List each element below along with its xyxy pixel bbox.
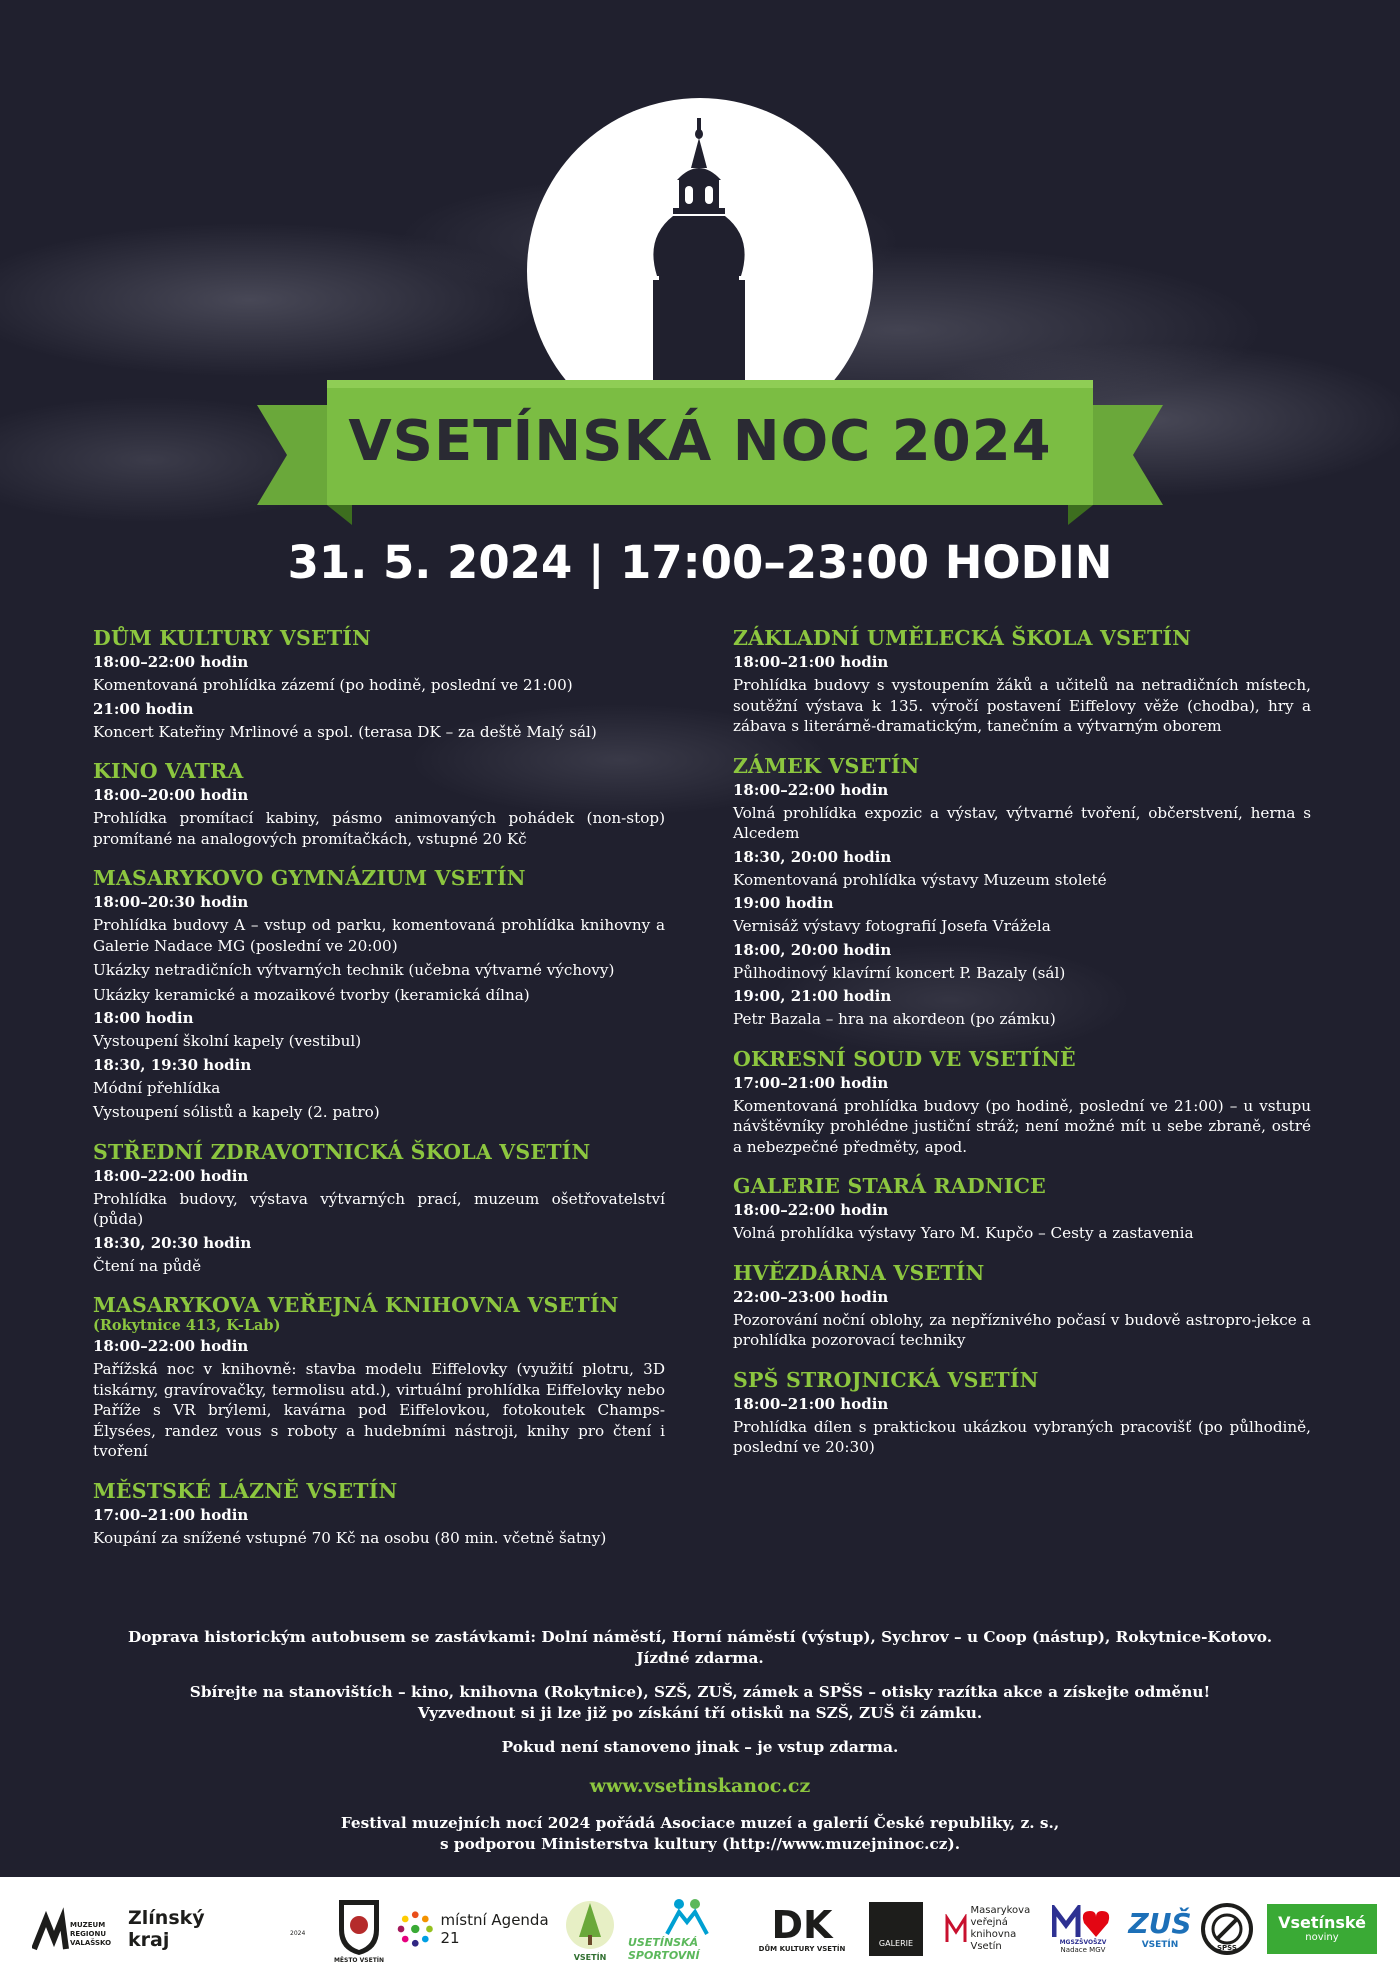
logo-festival-muzejnich-noci: [244, 1889, 324, 1969]
venue-name: HVĚZDÁRNA VSETÍN: [733, 1260, 985, 1285]
venue-name: OKRESNÍ SOUD VE VSETÍNĚ: [733, 1046, 1076, 1071]
program-time: 18:00–21:00 hodin: [733, 653, 889, 671]
transport-note: [80, 1627, 1320, 1669]
program-description: Ukázky netradičních výtvarných technik (učebna výtvarné výchovy): [93, 961, 615, 979]
program-description: Prohlídka budovy s vystoupením žáků a učitelů na netradičních místech, soutěžní výstava k 135. výročí postavení Eiffelovy věže (chodba), hry a zábava s literárně-dramatickým, tanečním a výtvarným oborem: [733, 676, 1311, 735]
venue-name: DŮM KULTURY VSETÍN: [93, 626, 372, 650]
program-time: 18:30, 20:30 hodin: [93, 1233, 252, 1252]
program-time: 18:30, 20:00 hodin: [733, 847, 892, 866]
venue-subtitle: (Rokytnice 413, K-Lab): [93, 1317, 281, 1334]
program-time: 18:00–22:00 hodin: [93, 1166, 249, 1185]
program-description: Módní přehlídka: [93, 1078, 221, 1097]
program-description: Volná prohlídka výstavy Yaro M. Kupčo – Cesty a zastavenia: [733, 1224, 1194, 1242]
program-description: Volná prohlídka expozic a výstav, výtvarné tvoření, občerstvení, herna s Alcedem: [733, 803, 1311, 842]
program-time: 18:00–20:30 hodin: [93, 893, 249, 911]
venue-name: GALERIE STARÁ RADNICE: [733, 1174, 1046, 1198]
spss-label: SPŠS: [1217, 1944, 1237, 1952]
stamps-note: [80, 1682, 1320, 1724]
venue-name: MASARYKOVO GYMNÁZIUM VSETÍN: [93, 866, 526, 890]
logo-mesto-vsetin: MĚSTO VSETÍN: [330, 1889, 388, 1969]
logo-dum-kultury-vsetin: DK DŮM KULTURY VSETÍN: [758, 1903, 846, 1953]
stamps-reward: Vyzvednout si ji lze již po získání tří otisků na SZŠ, ZUŠ či zámku.: [417, 1704, 983, 1722]
program-time: 22:00–23:00 hodin: [733, 1287, 889, 1306]
program-description: Komentovaná prohlídka budovy (po hodině, poslední ve 21:00) – u vstupu návštěvníky prohlédne justiční stráž; není možné mít u sebe zbraně, ostré a nebezpečné předměty, apod.: [733, 1096, 1311, 1156]
logo-muzeum-regionu-valassko: [32, 1889, 117, 1969]
organizer-line: Festival muzejních nocí 2024 pořádá Asociace muzeí a galerií České republiky, z. s.,: [340, 1814, 1060, 1832]
partner-logos-bar: [0, 1877, 1400, 1980]
program-time: 19:00, 21:00 hodin: [733, 987, 892, 1005]
program-description: Pozorování noční oblohy, za nepříznivého počasí v budově astropro-jekce a prohlídka pozorovací techniky: [733, 1310, 1311, 1349]
program-description: Komentovaná prohlídka výstavy Muzeum stoleté: [733, 870, 1107, 889]
logo-nadace-mgv: MGSZŠVOŠZV Nadace MGV: [1048, 1889, 1118, 1969]
website-link[interactable]: www.vsetinskanoc.cz: [589, 1775, 811, 1797]
venue-name: MĚSTSKÉ LÁZNĚ VSETÍN: [93, 1478, 398, 1503]
logo-vsetinske-noviny: Vsetínské noviny: [1266, 1889, 1378, 1969]
svg-text:REGIONU: REGIONU: [70, 1930, 107, 1938]
program-description: Petr Bazala – hra na akordeon (po zámku): [733, 1010, 1056, 1028]
venue-block: [733, 1047, 1311, 1158]
program-description: Koncert Kateřiny Mrlinové a spol. (terasa DK – za deště Malý sál): [93, 722, 597, 741]
program-description: Pařížská noc v knihovně: stavba modelu Eiffelovky (využití plotru, 3D tiskárny, gravírovačky, termolisu atd.), virtuální prohlídka Eiffelovky nebo Paříže s VR brýlemi, kavárna pod Eiffelovkou, fotokoutek Champs-Élysées, randez vous s roboty a hudebními nástroji, knihy pro čtení i tvoření: [93, 1360, 665, 1460]
program-time: 18:00, 20:00 hodin: [733, 940, 892, 959]
logo-galerie: GALERIE: [868, 1889, 924, 1969]
program-description: Vystoupení školní kapely (vestibul): [93, 1032, 362, 1050]
venue-name: KINO VATRA: [93, 759, 244, 783]
venue-block: [93, 1479, 665, 1549]
info-notes: [80, 1627, 1320, 1868]
program-time: 18:00–21:00 hodin: [733, 1394, 889, 1413]
program-time: 18:00–22:00 hodin: [733, 780, 889, 799]
logo-spss-vsetin: [1198, 1889, 1256, 1969]
program-description: Vernisáž výstavy fotografií Josefa Vrážela: [733, 917, 1051, 935]
venue-block: [733, 626, 1311, 737]
stamps-line: Sbírejte na stanovištích – kino, knihovna (Rokytnice), SZŠ, ZUŠ, zámek a SPŠS – otisky razítka akce a získejte odměnu!: [189, 1683, 1211, 1701]
program-description: Komentovaná prohlídka zázemí (po hodině, poslední ve 21:00): [93, 676, 573, 694]
venue-block: [733, 1368, 1311, 1458]
program-time: 18:00–20:00 hodin: [93, 786, 249, 804]
transport-fare: Jízdné zdarma.: [636, 1649, 764, 1667]
venue-block: [733, 1174, 1311, 1244]
entry-note: Pokud není stanoveno jinak – je vstup zdarma.: [501, 1738, 899, 1756]
logo-vsetinska-sportovni: USETÍNSKÁ SPORTOVNÍ: [628, 1889, 746, 1969]
event-date: 31. 5. 2024 | 17:00–23:00 HODIN: [287, 536, 1113, 589]
venue-block: [93, 626, 665, 742]
program-time: 19:00 hodin: [733, 894, 834, 912]
venue-block: [733, 754, 1311, 1030]
svg-text:VALAŠSKO: VALAŠSKO: [70, 1939, 112, 1947]
program-time: 18:00–22:00 hodin: [93, 1337, 249, 1355]
program-description: Prohlídka budovy, výstava výtvarných prací, muzeum ošetřovatelství (půda): [93, 1189, 665, 1228]
program-time: 17:00–21:00 hodin: [733, 1073, 889, 1092]
venue-block: [93, 866, 665, 1123]
venue-block: [93, 1140, 665, 1277]
svg-text:2024: 2024: [290, 1930, 306, 1937]
program-description: Prohlídka promítací kabiny, pásmo animovaných pohádek (non-stop) promítané na analogových promítačkách, vstupné 20 Kč: [93, 809, 665, 848]
left-program-column: [93, 626, 665, 1565]
program-time: 18:00–22:00 hodin: [93, 653, 249, 671]
program-time: 18:00–22:00 hodin: [733, 1201, 889, 1219]
program-description: Prohlídka budovy A – vstup od parku, komentovaná prohlídka knihovny a Galerie Nadace MG (poslední ve 20:00): [93, 916, 665, 955]
logo-zlinsky-kraj: Zlínský kraj: [128, 1907, 205, 1951]
venue-name: STŘEDNÍ ZDRAVOTNICKÁ ŠKOLA VSETÍN: [93, 1139, 591, 1164]
program-time: 18:00 hodin: [93, 1009, 194, 1027]
program-time: 17:00–21:00 hodin: [93, 1505, 249, 1524]
right-program-column: [733, 626, 1311, 1475]
organizer-support: s podporou Ministerstva kultury (http://www.muzejninoc.cz).: [439, 1835, 961, 1853]
program-description: Ukázky keramické a mozaikové tvorby (keramická dílna): [93, 985, 530, 1004]
logo-masarykova-knihovna: Masarykova veřejná knihovna Vsetín: [940, 1889, 1055, 1969]
venue-name: SPŠ STROJNICKÁ VSETÍN: [733, 1367, 1039, 1392]
logo-zus-vsetin: ZUŠ VSETÍN: [1128, 1907, 1192, 1950]
venue-name: ZÁMEK VSETÍN: [733, 753, 920, 778]
venue-name: MASARYKOVA VEŘEJNÁ KNIHOVNA VSETÍN: [93, 1293, 619, 1317]
logo-zdrave-mesto-vsetin: VSETÍN: [560, 1889, 620, 1969]
program-description: Čtení na půdě: [93, 1256, 202, 1275]
transport-line: Doprava historickým autobusem se zastávkami: Dolní náměstí, Horní náměstí (výstup), Sychrov – u Coop (nástup), Rokytnice-Kotovo.: [127, 1628, 1273, 1646]
venue-block: [93, 1293, 665, 1462]
program-description: Půlhodinový klavírní koncert P. Bazaly (sál): [733, 963, 1066, 982]
program-description: Koupání za snížené vstupné 70 Kč na osobu (80 min. včetně šatny): [93, 1528, 607, 1547]
venue-block: [733, 1261, 1311, 1351]
organizer-note: [80, 1813, 1320, 1855]
venue-block: [93, 759, 665, 849]
program-time: 18:30, 19:30 hodin: [93, 1055, 252, 1074]
logo-mistni-agenda-21: místní Agenda 21: [396, 1889, 551, 1969]
program-time: 21:00 hodin: [93, 699, 194, 718]
program-description: Vystoupení sólistů a kapely (2. patro): [93, 1103, 380, 1121]
poster-title: VSETÍNSKÁ NOC 2024: [348, 409, 1052, 474]
venue-name: ZÁKLADNÍ UMĚLECKÁ ŠKOLA VSETÍN: [733, 626, 1192, 650]
program-description: Prohlídka dílen s praktickou ukázkou vybraných pracovišť (po půlhodině, poslední ve 20:30): [733, 1417, 1311, 1456]
svg-text:MUZEUM: MUZEUM: [70, 1921, 106, 1929]
